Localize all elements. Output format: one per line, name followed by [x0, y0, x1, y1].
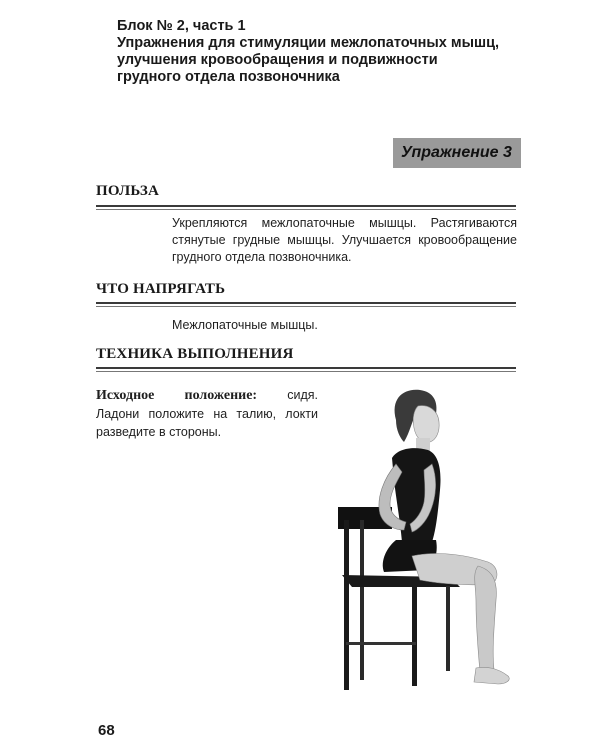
- section-divider-tense: [96, 302, 516, 304]
- chair-front-leg-right: [446, 586, 450, 671]
- page-number: 68: [98, 722, 115, 739]
- chair-back-post-right: [360, 520, 364, 680]
- block-title: Блок № 2, часть 1: [117, 18, 246, 34]
- chair-front-leg-left: [412, 586, 417, 686]
- block-subtitle-line-1: Упражнения для стимуляции межлопаточных мышц,: [117, 35, 500, 51]
- feet: [474, 667, 509, 684]
- start-position-line-3: разведите в стороны.: [96, 425, 222, 439]
- block-subtitle-line-3: грудного отдела позвоночника: [117, 69, 340, 85]
- section-divider-benefit-thin: [96, 209, 516, 210]
- section-title-technique: ТЕХНИКА ВЫПОЛНЕНИЯ: [96, 346, 294, 362]
- benefit-line-2: стянутые грудные мышцы. Улучшается кровообращение: [172, 233, 517, 247]
- block-header: [117, 18, 537, 86]
- exercise-photo: [320, 380, 530, 695]
- section-title-benefit: ПОЛЬЗА: [96, 183, 160, 199]
- exercise-badge: Упражнение 3: [393, 138, 521, 168]
- section-divider-benefit: [96, 205, 516, 207]
- section-title-tense: ЧТО НАПРЯГАТЬ: [96, 281, 226, 297]
- section-divider-tense-thin: [96, 306, 516, 307]
- benefit-text: [172, 215, 517, 266]
- start-position-text: [96, 386, 318, 441]
- section-divider-technique-thin: [96, 371, 516, 372]
- chair-crossbar: [346, 642, 416, 645]
- tense-text: Межлопаточные мышцы.: [172, 318, 318, 332]
- block-subtitle-line-2: улучшения кровообращения и подвижности: [117, 52, 438, 68]
- benefit-line-3: грудного отдела позвоночника.: [172, 250, 352, 264]
- section-divider-technique: [96, 367, 516, 369]
- benefit-line-1: Укрепляются межлопаточные мышцы. Растягиваются: [172, 216, 517, 230]
- lower-leg: [475, 566, 497, 672]
- chair-back-post-left: [344, 520, 349, 690]
- start-position-lead: Исходное положение:: [96, 388, 258, 403]
- start-position-lead-rest: сидя.: [257, 388, 318, 402]
- start-position-line-2: Ладони положите на талию, локти: [96, 407, 318, 421]
- start-position-line-1: [96, 386, 318, 405]
